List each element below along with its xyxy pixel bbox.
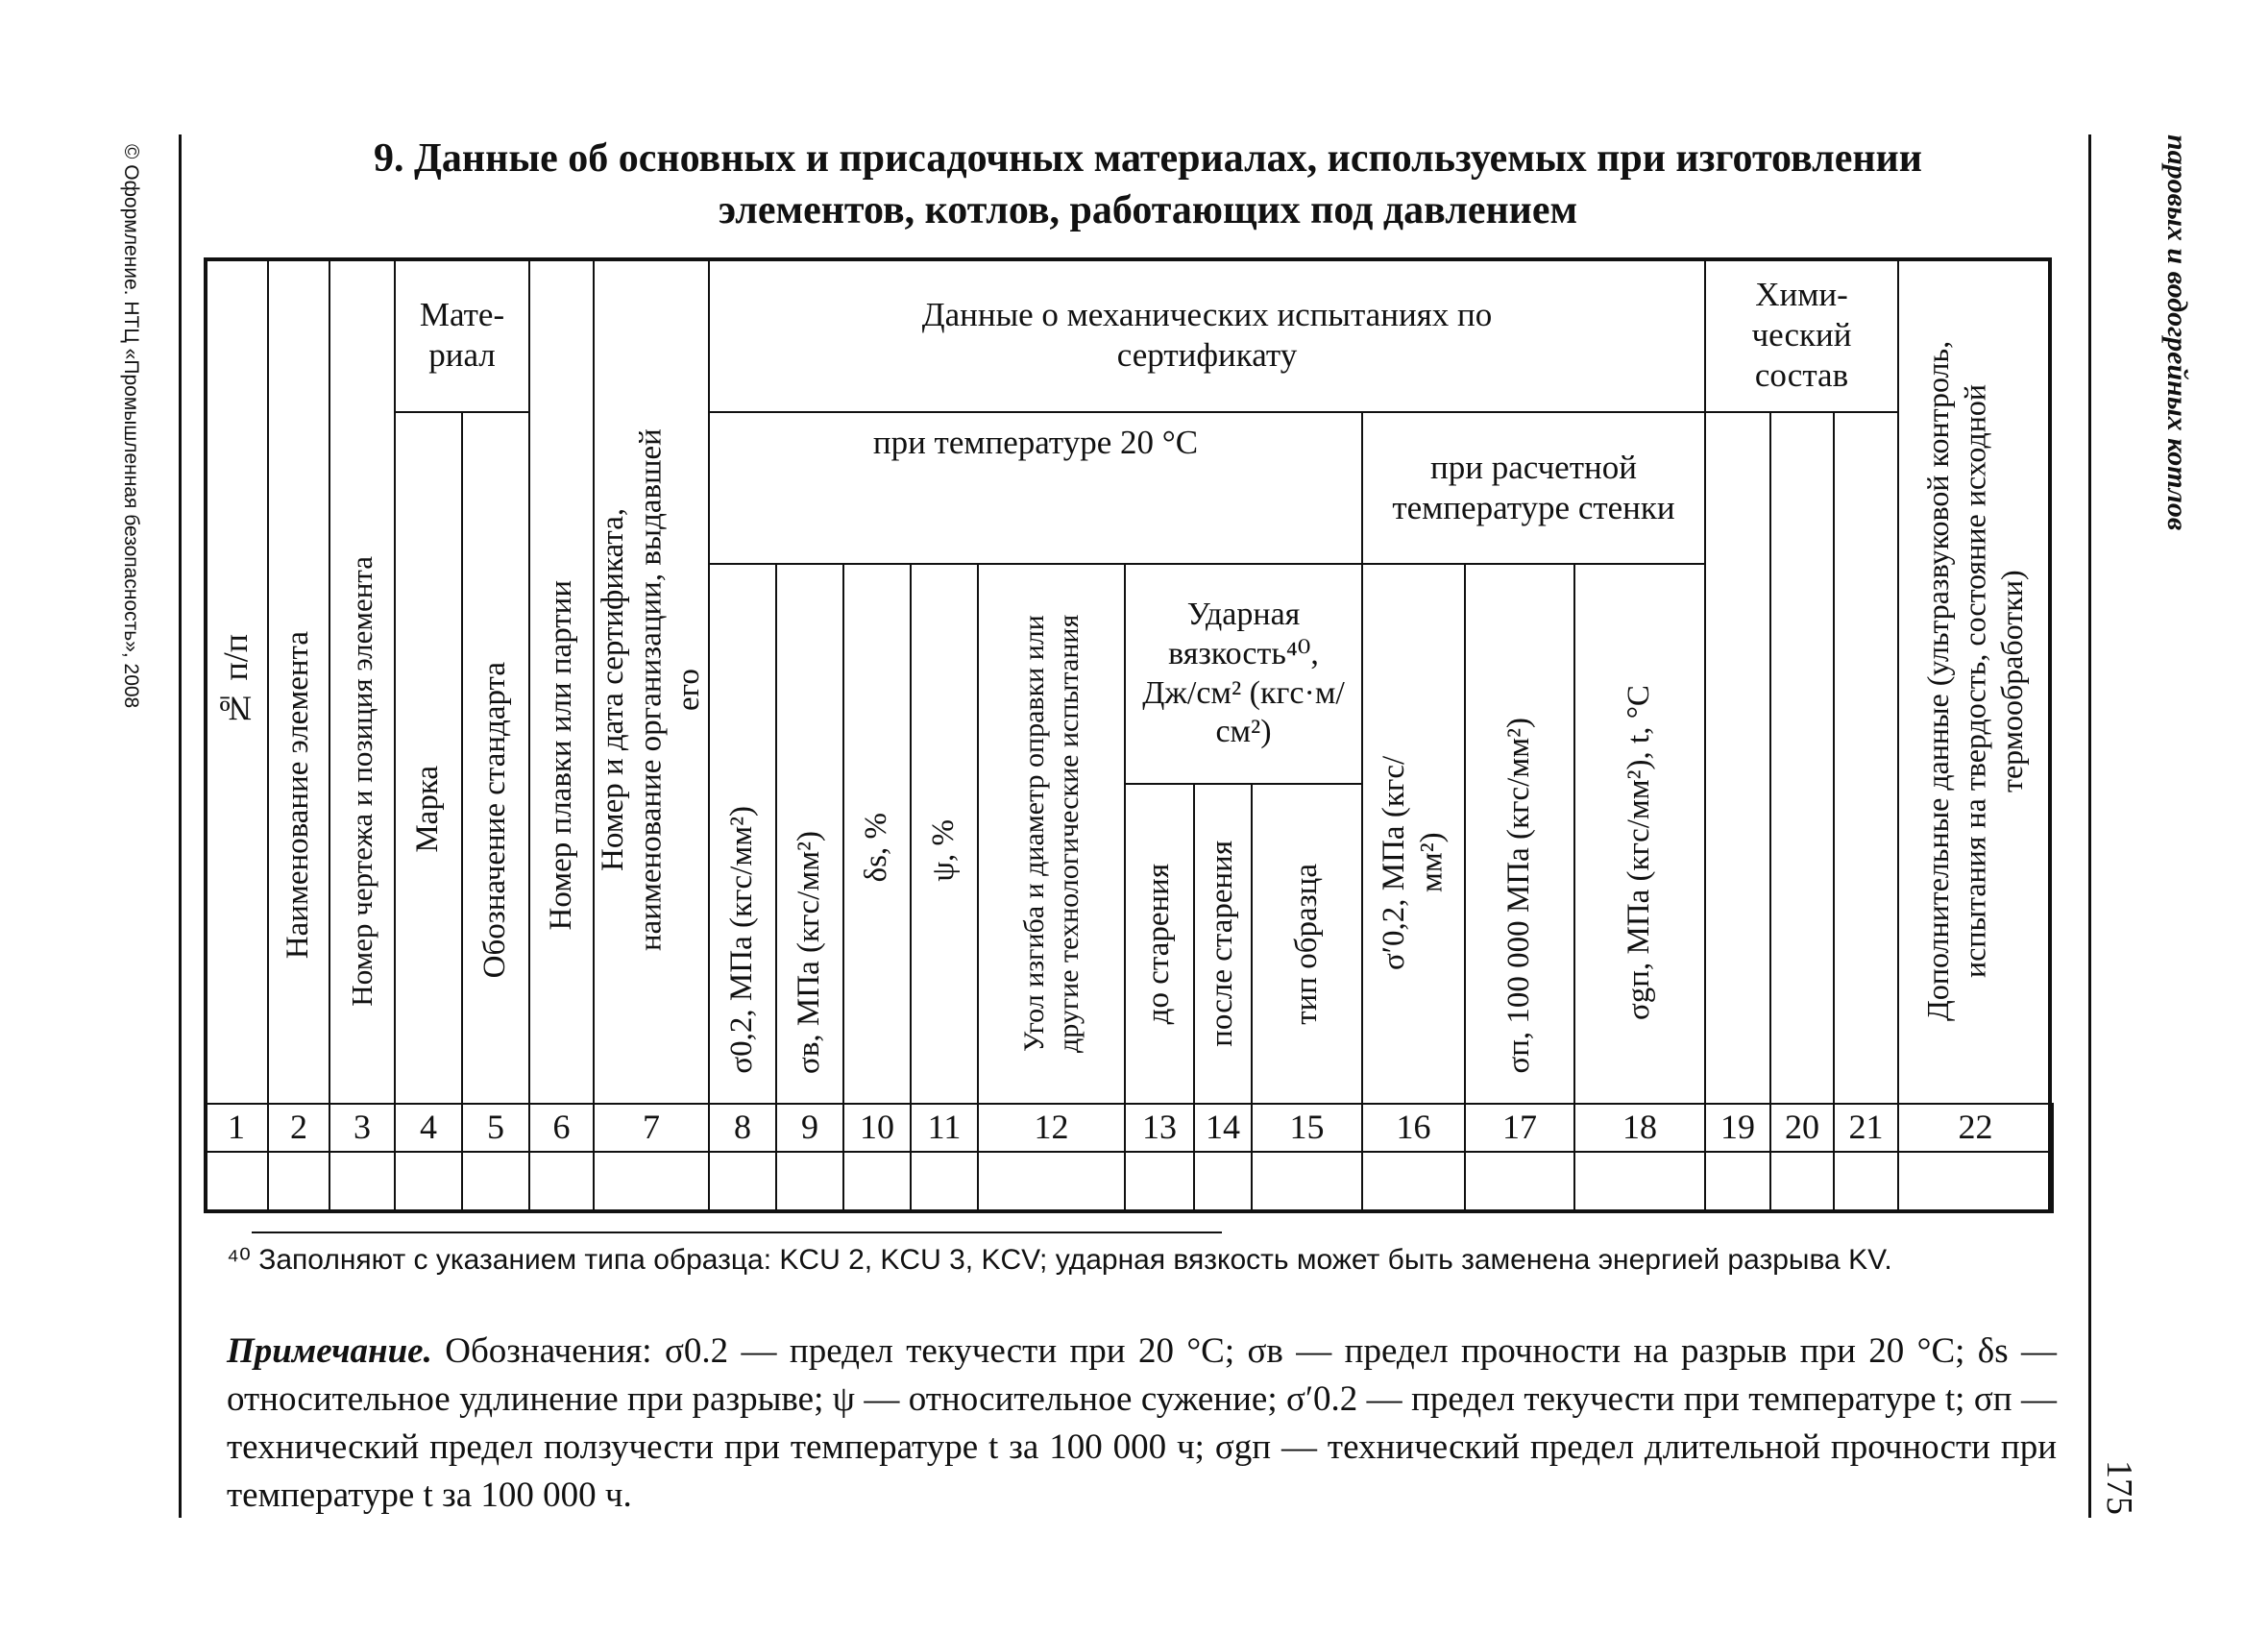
column-number-20: 20	[1769, 1103, 1835, 1153]
empty-cell-4[interactable]	[394, 1151, 463, 1213]
header-sigma02: σ0,2, МПа (кгс/мм²)	[708, 563, 777, 1105]
note-paragraph	[227, 1328, 2057, 1520]
header-no: № п/п	[204, 257, 269, 1105]
header-chem-col-20	[1769, 411, 1835, 1105]
header-material: Мате- риал	[394, 257, 530, 413]
header-impact-strength: Ударная вязкость⁴⁰, Дж/см² (кгс·м/см²)	[1124, 563, 1363, 785]
column-number-22: 22	[1897, 1103, 2054, 1153]
column-number-6: 6	[528, 1103, 595, 1153]
header-certificate: Номер и дата сертификата, наименование организации, выдавшей его	[593, 257, 710, 1105]
header-at-20c: при температуре 20 °С	[708, 411, 1363, 565]
header-after-aging: после старения	[1193, 783, 1253, 1105]
footnote-separator	[252, 1232, 1222, 1233]
copyright-margin	[111, 144, 169, 874]
header-material-grade: Марка	[394, 411, 463, 1105]
header-sigma-gp: σgп, МПа (кгс/мм²), t, °С	[1573, 563, 1706, 1105]
header-sigma-n: σп, 100 000 МПа (кгс/мм²)	[1464, 563, 1575, 1105]
empty-cell-10[interactable]	[842, 1151, 912, 1213]
empty-cell-7[interactable]	[593, 1151, 710, 1213]
materials-table	[204, 257, 2052, 1213]
column-number-21: 21	[1833, 1103, 1899, 1153]
empty-cell-5[interactable]	[461, 1151, 530, 1213]
column-number-19: 19	[1704, 1103, 1771, 1153]
note-label: Примечание.	[227, 1331, 432, 1371]
empty-cell-18[interactable]	[1573, 1151, 1706, 1213]
column-number-14: 14	[1193, 1103, 1253, 1153]
header-chemical-composition: Хими- ческий состав	[1704, 257, 1899, 413]
column-number-2: 2	[267, 1103, 330, 1153]
column-number-5: 5	[461, 1103, 530, 1153]
column-number-17: 17	[1464, 1103, 1575, 1153]
column-number-7: 7	[593, 1103, 710, 1153]
empty-cell-2[interactable]	[267, 1151, 330, 1213]
empty-cell-19[interactable]	[1704, 1151, 1771, 1213]
header-additional-data: Дополнительные данные (ультразвуковой контроль, испытания на твердость, состояние исходной термообработки)	[1897, 257, 2052, 1105]
left-margin-rule	[179, 134, 182, 1518]
empty-cell-11[interactable]	[910, 1151, 979, 1213]
title-line-2: элементов, котлов, работающих под давлением	[718, 188, 1578, 232]
empty-cell-1[interactable]	[204, 1151, 269, 1213]
header-before-aging: до старения	[1124, 783, 1195, 1105]
column-number-12: 12	[977, 1103, 1126, 1153]
column-number-18: 18	[1573, 1103, 1706, 1153]
header-chem-col-19	[1704, 411, 1771, 1105]
column-number-13: 13	[1124, 1103, 1195, 1153]
header-heat-number: Номер плавки или партии	[528, 257, 595, 1105]
footnote: ⁴⁰ Заполняют с указанием типа образца: KCU 2, KCU 3, KCV; ударная вязкость может быть заменена энергией разрыва KV.	[227, 1244, 1892, 1276]
header-mechanical-tests: Данные о механических испытаниях по сертификату	[708, 257, 1706, 413]
copyright-text: © Оформление. НТЦ «Промышленная безопасность», 2008	[120, 144, 142, 709]
header-psi: ψ, %	[910, 563, 979, 1105]
empty-cell-14[interactable]	[1193, 1151, 1253, 1213]
column-number-15: 15	[1251, 1103, 1363, 1153]
header-specimen-type: тип образца	[1251, 783, 1363, 1105]
empty-cell-21[interactable]	[1833, 1151, 1899, 1213]
header-delta-s: δs, %	[842, 563, 912, 1105]
column-number-11: 11	[910, 1103, 979, 1153]
page-title	[221, 133, 2075, 236]
empty-cell-12[interactable]	[977, 1151, 1126, 1213]
empty-cell-15[interactable]	[1251, 1151, 1363, 1213]
running-head-text: паровых и водогрейных котлов	[2161, 134, 2193, 531]
header-drawing-number: Номер чертежа и позиция элемента	[329, 257, 396, 1105]
column-number-3: 3	[329, 1103, 396, 1153]
empty-cell-3[interactable]	[329, 1151, 396, 1213]
column-number-1: 1	[204, 1103, 269, 1153]
title-line-1: 9. Данные об основных и присадочных материалах, используемых при изготовлении	[374, 136, 1922, 181]
column-number-10: 10	[842, 1103, 912, 1153]
empty-cell-16[interactable]	[1361, 1151, 1466, 1213]
page-number-text: 175	[2099, 1460, 2139, 1515]
header-at-design-temp: при расчетной температуре стенки	[1361, 411, 1706, 565]
header-chem-col-21	[1833, 411, 1899, 1105]
empty-cell-8[interactable]	[708, 1151, 777, 1213]
empty-cell-22[interactable]	[1897, 1151, 2054, 1213]
empty-cell-20[interactable]	[1769, 1151, 1835, 1213]
empty-cell-17[interactable]	[1464, 1151, 1575, 1213]
page-number	[2099, 1460, 2139, 1537]
column-number-8: 8	[708, 1103, 777, 1153]
note-text: Обозначения: σ0.2 — предел текучести при 20 °С; σв — предел прочности на разрыв при 20 °С; δs —относительное удлинение при разрыве; ψ — относительное сужение; σ′0.2 — предел текучести при температуре t; σп — технический предел ползучести при температуре t за 100 000 ч; σgп — технический предел длительной прочности при температуре t за 100 000 ч.	[227, 1331, 2057, 1515]
empty-cell-6[interactable]	[528, 1151, 595, 1213]
right-margin-rule	[2088, 134, 2091, 1518]
header-material-standard: Обозначение стандарта	[461, 411, 530, 1105]
column-number-9: 9	[775, 1103, 844, 1153]
empty-cell-9[interactable]	[775, 1151, 844, 1213]
header-sigma-b: σв, МПа (кгс/мм²)	[775, 563, 844, 1105]
header-element-name: Наименование элемента	[267, 257, 330, 1105]
header-bend-test: Угол изгиба и диаметр оправки или другие технологические испытания	[977, 563, 1126, 1105]
header-sigma02-t: σ′0,2, МПа (кгс/мм²)	[1361, 563, 1466, 1105]
column-number-4: 4	[394, 1103, 463, 1153]
empty-cell-13[interactable]	[1124, 1151, 1195, 1213]
column-number-16: 16	[1361, 1103, 1466, 1153]
